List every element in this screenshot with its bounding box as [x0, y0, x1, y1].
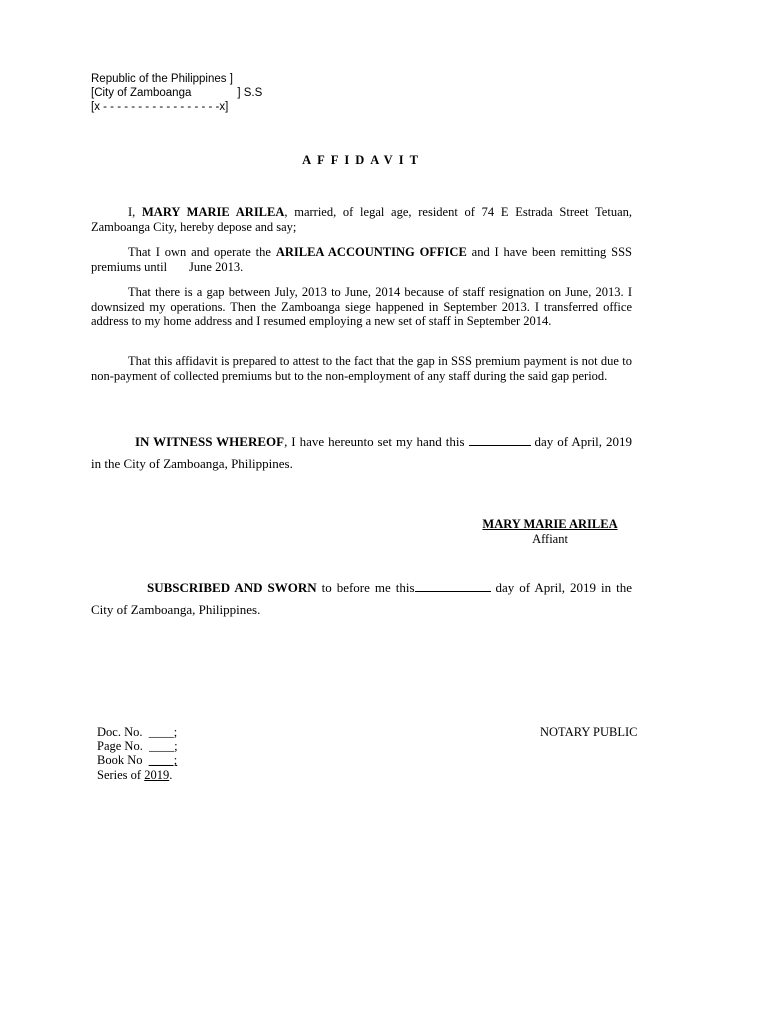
office-name: ARILEA ACCOUNTING OFFICE — [275, 245, 467, 259]
jurat-text-b: day of April, 2019 in the City of Zamboanga, Philippines. — [91, 580, 632, 617]
series-year: 2019 — [144, 767, 170, 782]
para1-pre: I, — [128, 205, 142, 219]
para2-post-b: June 2013. — [189, 259, 244, 274]
series-line — [97, 768, 178, 782]
witness-heading: IN WITNESS WHEREOF — [135, 434, 285, 449]
jurat-heading: SUBSCRIBED AND SWORN — [147, 580, 317, 595]
witness-day-blank[interactable] — [469, 434, 531, 446]
paragraph-gap — [91, 285, 632, 329]
series-label: Series of — [97, 767, 142, 782]
doc-no-line — [97, 725, 178, 739]
series-period: . — [169, 767, 173, 782]
page-no-blank[interactable]: ____; — [149, 739, 178, 754]
caption-city-name: [City of Zamboanga — [91, 87, 192, 99]
notary-public-title: NOTARY PUBLIC — [540, 725, 638, 739]
para3-text: That there is a gap between July, 2013 to June, 2014 because of staff resignation on June, 2013. I downsized my operations. Then the Zamboanga siege happened in September 2013. I transferred office address to my home address and I resumed employing a new set of staff in September 2014. — [91, 285, 632, 329]
witness-text-b: day of April, 2019 in the City of Zamboanga, Philippines. — [91, 434, 633, 471]
book-no-line — [97, 753, 178, 767]
caption-city — [91, 86, 262, 100]
paragraph-purpose — [91, 354, 632, 383]
book-no-blank[interactable]: ____; — [148, 753, 178, 768]
jurat-text-a: to before me this — [316, 580, 415, 595]
para2-post-a: and I have been remitting SSS premiums until — [91, 245, 632, 274]
affiant-name: MARY MARIE ARILEA — [142, 205, 285, 219]
witness-text-a: , I have hereunto set my hand this — [284, 434, 465, 449]
doc-no-blank[interactable]: ____; — [148, 725, 178, 739]
caption-separator: [x - - - - - - - - - - - - - - - - -x] — [91, 101, 229, 113]
para2-pre: That I own and operate the — [128, 245, 276, 259]
signature-block — [470, 517, 630, 546]
doc-no-label: Doc. No. — [97, 725, 143, 739]
paragraph-business — [91, 245, 632, 274]
jurat-clause — [91, 577, 632, 621]
signature-role: Affiant — [532, 531, 568, 546]
caption-ss: ] S.S — [237, 87, 263, 99]
para4-text: That this affidavit is prepared to attest to the fact that the gap in SSS premium payment is not due to non-payment of collected premiums but to the non-employment of any staff during the said gap period. — [91, 354, 632, 383]
witness-clause — [91, 431, 632, 475]
para1-post: , married, of legal age, resident of 74 E Estrada Street Tetuan, Zamboanga City, hereby depose and say; — [91, 205, 632, 234]
page-no-line — [97, 739, 178, 753]
page-no-label: Page No. — [97, 739, 143, 754]
jurat-day-blank[interactable] — [415, 580, 491, 592]
book-no-label: Book No — [97, 753, 143, 768]
paragraph-identity — [91, 205, 632, 234]
document-title: AFFIDAVIT — [302, 153, 424, 167]
notary-register — [97, 725, 178, 782]
caption-republic: Republic of the Philippines ] — [91, 73, 233, 85]
signature-name: MARY MARIE ARILEA — [482, 517, 618, 531]
